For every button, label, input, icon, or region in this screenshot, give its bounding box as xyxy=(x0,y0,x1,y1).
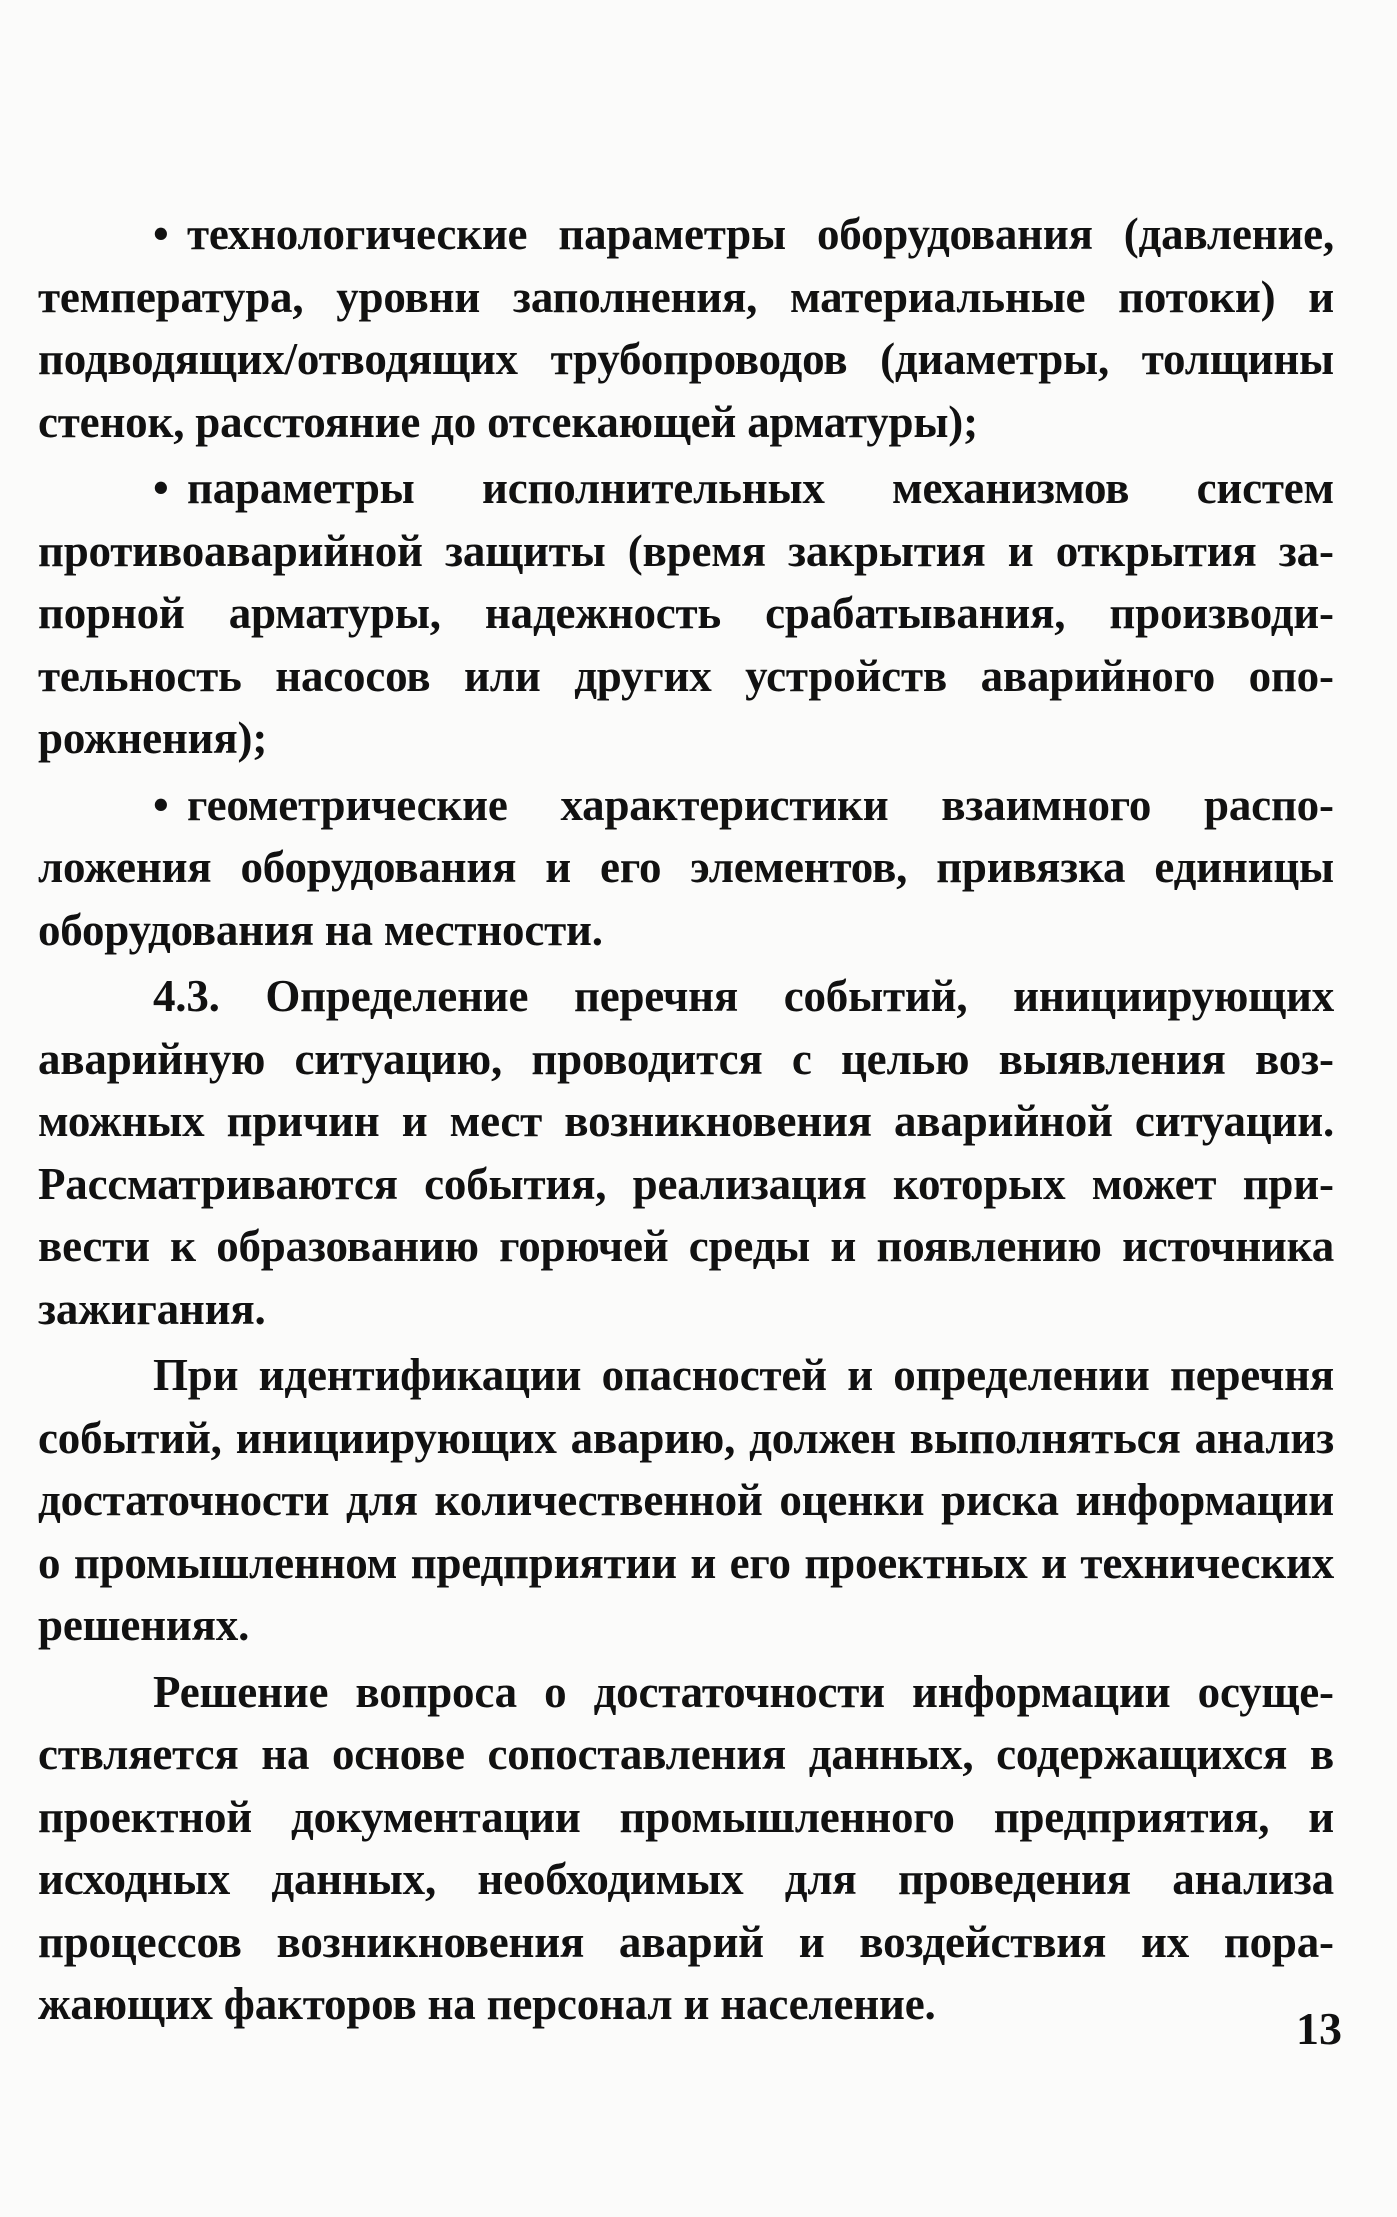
bullet-item-process-parameters xyxy=(38,203,1334,453)
paragraph-hazard-identification: При идентификации опасностей и определении перечня событий, инициирующих аварию, должен выполняться анализ достаточности для количественной оценки риска информации о промышленном предприятии и его проектных и технических решениях. xyxy=(38,1350,1334,1650)
bullet-item-text: технологические параметры оборудования (давление, температура, уровни заполнения, материальные потоки) и подводящих/отводящих трубопроводов (диаметры, толщины стенок, расстояние до отсекающей арматуры); xyxy=(38,209,1334,447)
bullet-icon: • xyxy=(153,209,169,259)
bullet-item-actuator-parameters xyxy=(38,457,1334,770)
bullet-icon: • xyxy=(153,779,169,830)
page-number: 13 xyxy=(1296,2003,1342,2054)
bullet-item-text: параметры исполнительных механизмов систем противоаварийной защиты (время закрытия и открытия запорной арматуры, надежность срабатывания, производительность насосов или других устройств аварийного опорожнения); xyxy=(38,463,1334,763)
body-text xyxy=(38,203,1334,2036)
paragraph-information-sufficiency: Решение вопроса о достаточности информации осуществляется на основе сопоставления данных, содержащихся в проектной документации промышленного предприятия, и исходных данных, необходимых для проведения анализа процессов возникновения аварий и воздействия их поражающих факторов на персонал и население. xyxy=(38,1666,1334,2029)
paragraph-4-3: 4.3. Определение перечня событий, инициирующих аварийную ситуацию, проводится с целью выявления возможных причин и мест возникновения аварийной ситуации. Рассматриваются события, реализация которых может привести к образованию горючей среды и появлению источника зажигания. xyxy=(38,971,1334,1334)
bullet-item-geometry xyxy=(38,774,1334,962)
bullet-icon: • xyxy=(153,463,169,513)
bullet-item-text: геометрические характеристики взаимного расположения оборудования и его элементов, привязка единицы оборудования на местности. xyxy=(38,779,1334,955)
